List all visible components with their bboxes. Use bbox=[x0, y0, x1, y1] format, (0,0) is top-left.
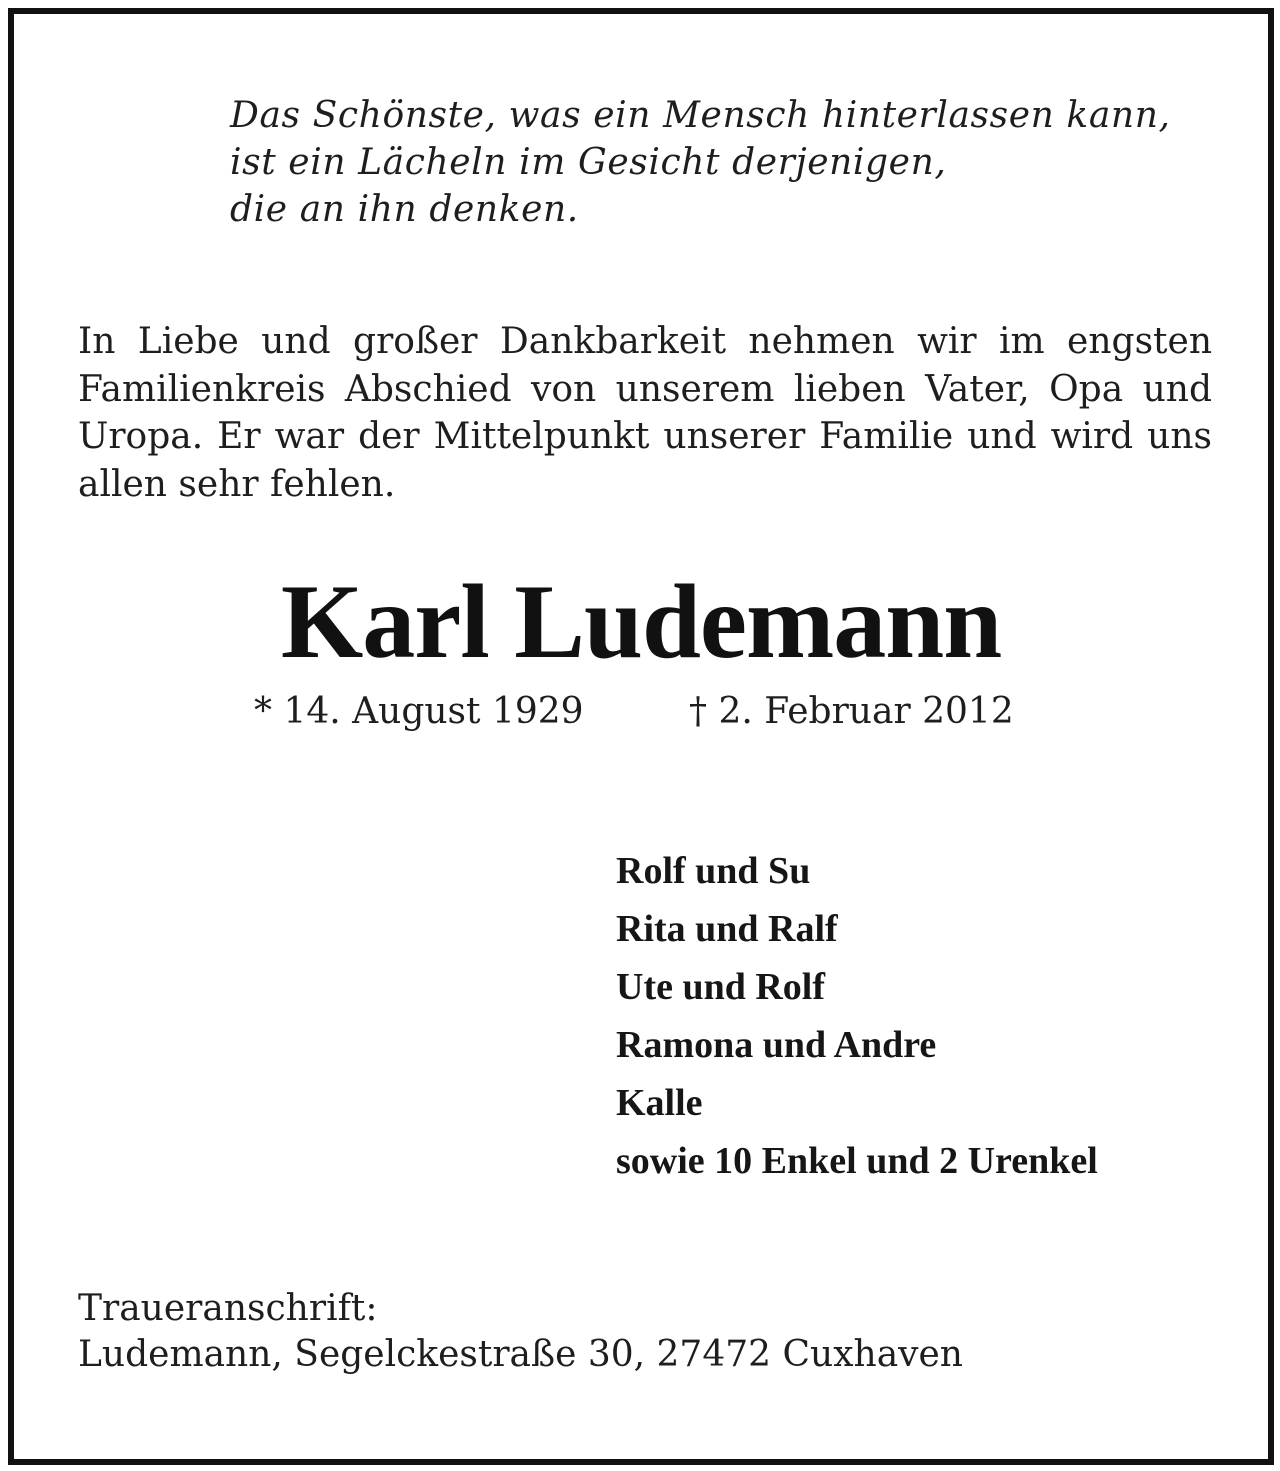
mourner-entry: Ute und Rolf bbox=[616, 966, 826, 1008]
mourner-entry: Ramona und Andre bbox=[616, 1024, 937, 1066]
deceased-name: Karl Ludemann bbox=[280, 563, 1002, 680]
motto-line: ist ein Lächeln im Gesicht derjenigen, bbox=[230, 142, 947, 183]
mourner-entry: Rita und Ralf bbox=[616, 908, 838, 950]
motto-line: die an ihn denken. bbox=[230, 189, 579, 230]
mourners-list bbox=[616, 842, 1098, 1190]
mourner-entry: sowie 10 Enkel und 2 Urenkel bbox=[616, 1140, 1098, 1182]
obituary-notice bbox=[8, 8, 1274, 1465]
birth-date: * 14. August 1929 bbox=[254, 691, 584, 732]
motto-line: Das Schönste, was ein Mensch hinterlassen kann, bbox=[230, 95, 1171, 136]
death-date: † 2. Februar 2012 bbox=[689, 691, 1014, 732]
mourner-entry: Kalle bbox=[616, 1082, 703, 1124]
mourning-address bbox=[78, 1286, 963, 1378]
motto-quote bbox=[230, 92, 1230, 233]
intro-paragraph: In Liebe und großer Dankbarkeit nehmen wir im engsten Familienkreis Abschied von unserem lieben Vater, Opa und Uropa. Er war der Mittelpunkt unserer Familie und wird uns allen sehr fehlen. bbox=[78, 321, 1212, 505]
address-label: Traueranschrift: bbox=[78, 1288, 378, 1329]
mourner-entry: Rolf und Su bbox=[616, 850, 811, 892]
address-line: Ludemann, Segelckestraße 30, 27472 Cuxhaven bbox=[78, 1334, 963, 1375]
